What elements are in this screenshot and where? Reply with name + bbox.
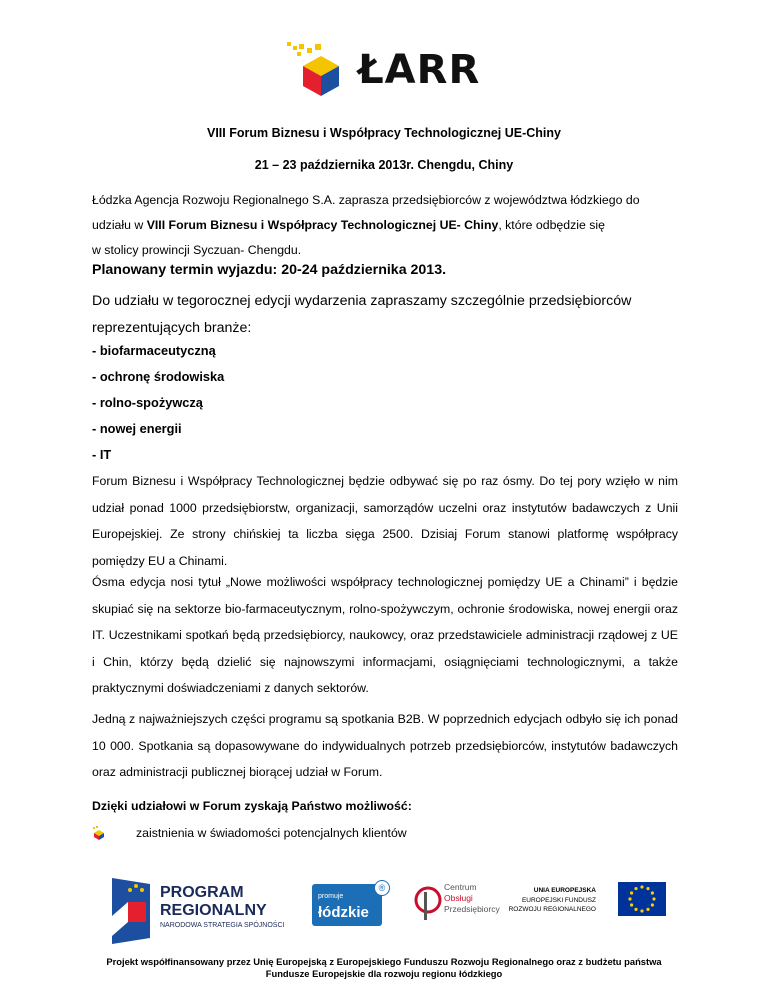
larr-bullet-icon	[92, 826, 106, 840]
invite-paragraph	[92, 288, 678, 342]
cop-line-2: Obsługi	[444, 893, 473, 903]
sector-item: - rolno-spożywczą	[92, 395, 203, 410]
intro-paragraph	[92, 188, 678, 263]
registered-mark: ®	[374, 880, 390, 896]
eu-logo	[508, 882, 670, 932]
intro-forum-name: VIII Forum Biznesu i Współpracy Technologicznej UE- Chiny	[146, 218, 499, 232]
sector-item: - biofarmaceutyczną	[92, 343, 216, 358]
edition-paragraph: Ósma edycja nosi tytuł „Nowe możliwości współpracy technologicznej pomiędzy UE a Chinami” i będzie skupiać się na sektorze bio-farmaceutycznym, rolno-spożywczym, ochronie środowiska, nowej energii oraz IT. Uczestnikami spotkań będą przedsiębiorcy, naukowcy, oraz przedstawiciele administracji rządowej z UE i Chin, którzy będą dzielić się najnowszymi informacjami, osiągnięciami technologicznymi, a także praktycznymi doświadczeniami z danych sektorów.	[92, 575, 678, 695]
benefit-text: zaistnienia w świadomości potencjalnych klientów	[136, 826, 407, 840]
benefits-heading: Dzięki udziałowi w Forum zyskają Państwo możliwość:	[92, 799, 412, 813]
eu-line-2: EUROPEJSKI FUNDUSZ	[521, 897, 596, 904]
event-title: VIII Forum Biznesu i Współpracy Technologicznej UE-Chiny	[207, 126, 561, 140]
sector-item: - ochronę środowiska	[92, 369, 225, 384]
cop-line-1: Centrum	[444, 882, 477, 892]
sector-list	[92, 338, 224, 468]
footer-line-1: Projekt współfinansowany przez Unię Europejską z Europejskiego Funduszu Rozwoju Regionalnego oraz z budżetu państwa	[106, 956, 662, 967]
cop-line-3: Przedsiębiorcy	[444, 904, 500, 914]
intro-line-1: Łódzka Agencja Rozwoju Regionalnego S.A. zaprasza przedsiębiorców z województwa łódzkiego do	[92, 193, 640, 207]
trip-term: Planowany termin wyjazdu: 20-24 października 2013.	[92, 262, 447, 278]
intro-line-2-suffix: , które odbędzie się	[498, 218, 605, 232]
invite-line-2: reprezentujących branże:	[92, 320, 252, 336]
program-regionalny-title	[160, 884, 267, 920]
program-line-2: REGIONALNY	[160, 902, 267, 919]
promuje-lodzkie-box	[312, 884, 382, 926]
program-regionalny-logo	[110, 876, 300, 946]
sector-item: - nowej energii	[92, 421, 182, 436]
b2b-paragraph: Jedną z najważniejszych części programu są spotkania B2B. W poprzednich edycjach odbyło się ich ponad 10 000. Spotkania są dopasowywane do indywidualnych potrzeb przedsiębiorców, instytutów badawczych oraz administracji publicznej biorącej udział w Forum.	[92, 712, 678, 779]
eu-flag-icon	[618, 882, 666, 916]
intro-line-2-prefix: udziału w	[92, 218, 147, 232]
footer-line-2: Fundusze Europejskie dla rozwoju regionu łódzkiego	[265, 968, 503, 979]
larr-logo-mark	[285, 40, 357, 98]
larr-logo-text: ŁARR	[358, 47, 481, 93]
eu-line-3: ROZWOJU REGIONALNEGO	[508, 906, 596, 913]
promuje-lodzkie-logo	[312, 880, 392, 930]
program-regionalny-emblem	[110, 876, 156, 946]
program-regionalny-sub: NARODOWA STRATEGIA SPÓJNOŚCI	[160, 922, 285, 929]
footer	[0, 956, 768, 980]
larr-logo	[285, 40, 485, 98]
program-line-1: PROGRAM	[160, 884, 244, 901]
invite-line-1: Do udziału w tegorocznej edycji wydarzenia zapraszamy szczególnie przedsiębiorców	[92, 293, 632, 309]
centrum-obslugi-logo	[414, 876, 514, 932]
intro-line-2	[92, 213, 678, 238]
sponsor-logos	[0, 870, 768, 960]
lodzkie-label: łódzkie	[318, 904, 369, 921]
intro-line-3: w stolicy prowincji Syczuan- Chengdu.	[92, 243, 302, 257]
sector-item: - IT	[92, 447, 112, 462]
eu-line-1: UNIA EUROPEJSKA	[533, 887, 596, 894]
promuje-label: promuje	[318, 893, 344, 900]
cop-emblem	[414, 882, 442, 922]
eu-stars	[618, 882, 666, 916]
event-date-place: 21 – 23 października 2013r. Chengdu, Chiny	[254, 158, 514, 172]
forum-history-paragraph: Forum Biznesu i Współpracy Technologicznej będzie odbywać się po raz ósmy. Do tej pory wzięło w nim udział ponad 1000 przedsiębiorstw, organizacji, samorządów uczelni oraz instytutów badawczych z Unii Europejskiej. Ze strony chińskiej ta liczba sięga 2500. Dzisiaj Forum stanowi platformę współpracy pomiędzy EU a Chinami.	[92, 474, 678, 568]
